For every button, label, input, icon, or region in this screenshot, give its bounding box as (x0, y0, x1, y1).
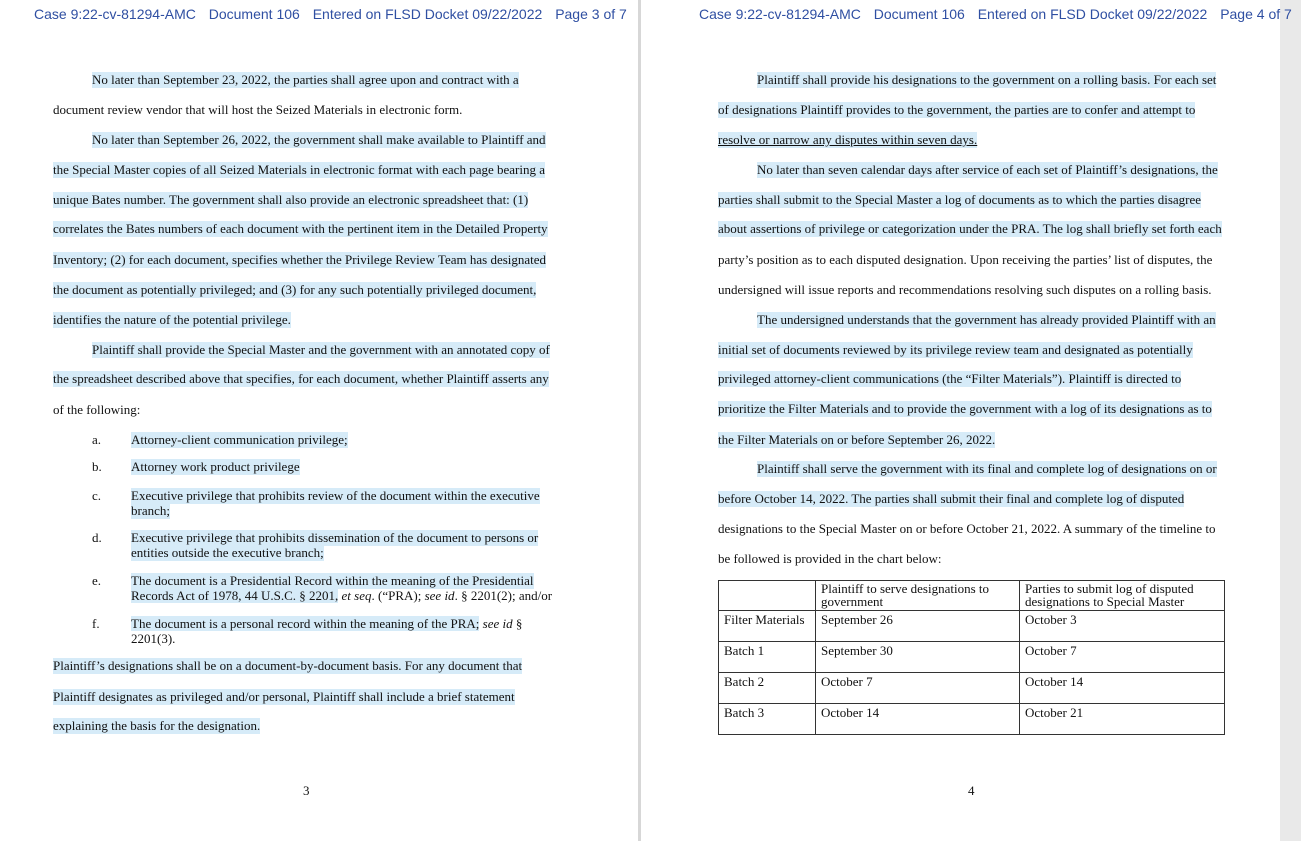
body-line: Plaintiff shall provide his designations to the government on a rolling basis. For each set (757, 72, 1217, 87)
body-line: parties shall submit to the Special Master a log of documents as to which the parties disagree (718, 192, 1202, 207)
body-line: Plaintiff designates as privileged and/or personal, Plaintiff shall include a brief statement (53, 689, 515, 704)
body-line: initial set of documents reviewed by its privilege review team and designated as potentially (718, 342, 1193, 357)
list-item (131, 616, 522, 632)
header-document-number: Document 106 (208, 6, 300, 22)
body-line: Inventory; (2) for each document, specifies whether the Privilege Review Team has designated (53, 252, 547, 267)
table-header-row (719, 581, 1225, 611)
body-line: unique Bates number. The government shall also provide an electronic spreadsheet that: (1) (53, 192, 529, 207)
list-text-italic: et seq (341, 588, 372, 603)
body-line: The undersigned understands that the government has already provided Plaintiff with an (757, 312, 1216, 327)
table-cell: October 7 (1020, 642, 1225, 673)
body-line: No later than September 23, 2022, the parties shall agree upon and contract with a (92, 72, 519, 87)
page-header (0, 6, 638, 22)
list-item: Executive privilege that prohibits dissemination of the document to persons or (131, 530, 539, 545)
document-page-3 (0, 0, 638, 841)
body-line: document review vendor that will host the Seized Materials in electronic form. (53, 102, 463, 117)
table-cell: October 21 (1020, 704, 1225, 735)
header-page-count: Page 3 of 7 (555, 6, 627, 22)
body-line: the Special Master copies of all Seized Materials in electronic format with each page bearing a (53, 162, 545, 177)
list-item-continued: 2201(3). (131, 631, 176, 646)
header-case-number: Case 9:22-cv-81294-AMC (34, 6, 196, 22)
list-item: Attorney work product privilege (131, 459, 300, 474)
header-page-count: Page 4 of 7 (1220, 6, 1292, 22)
table-cell: October 14 (1020, 673, 1225, 704)
body-line: correlates the Bates numbers of each document with the pertinent item in the Detailed Property (53, 221, 548, 236)
body-line: resolve or narrow any disputes within seven days. (718, 132, 978, 147)
list-text: . (“PRA); (371, 588, 422, 603)
list-marker: b. (92, 459, 102, 474)
list-marker: d. (92, 530, 102, 545)
body-line: explaining the basis for the designation. (53, 718, 261, 733)
header-entered-date: Entered on FLSD Docket 09/22/2022 (312, 6, 543, 22)
table-cell: October 3 (1020, 611, 1225, 642)
body-line: of the following: (53, 402, 141, 417)
table-cell: Filter Materials (719, 611, 816, 642)
body-line: party’s position as to each disputed designation. Upon receiving the parties’ list of disputes, the (718, 252, 1213, 267)
list-text: . § 2201(2); and/or (454, 588, 553, 603)
list-marker: a. (92, 432, 102, 447)
list-item-continued (131, 588, 552, 604)
timeline-table (718, 580, 1225, 735)
page-header (641, 6, 1292, 22)
table-cell: September 30 (816, 642, 1020, 673)
list-item: The document is a Presidential Record within the meaning of the Presidential (131, 573, 534, 588)
body-line: of designations Plaintiff provides to the government, the parties are to confer and attempt to (718, 102, 1196, 117)
body-line: the document as potentially privileged; and (3) for any such potentially privileged document, (53, 282, 537, 297)
table-header-cell: Parties to submit log of disputed designations to Special Master (1020, 581, 1225, 611)
list-marker: c. (92, 488, 102, 503)
list-text: Records Act of 1978, 44 U.S.C. § 2201, (131, 588, 339, 603)
header-entered-date: Entered on FLSD Docket 09/22/2022 (977, 6, 1208, 22)
list-item-continued: branch; (131, 503, 170, 518)
header-document-number: Document 106 (873, 6, 965, 22)
table-row (719, 673, 1225, 704)
document-page-4 (641, 0, 1292, 841)
body-line: privileged attorney-client communications (the “Filter Materials”). Plaintiff is directed to (718, 371, 1182, 386)
table-cell: September 26 (816, 611, 1020, 642)
list-text: The document is a personal record within the meaning of the PRA; (131, 616, 480, 631)
table-row (719, 704, 1225, 735)
body-line: Plaintiff’s designations shall be on a document-by-document basis. For any document that (53, 658, 523, 673)
list-marker: f. (92, 616, 100, 631)
body-line: identifies the nature of the potential privilege. (53, 312, 291, 327)
body-line: undersigned will issue reports and recommendations resolving such disputes on a rolling basis. (718, 282, 1212, 297)
body-line: prioritize the Filter Materials and to provide the government with a log of its designations as to (718, 401, 1212, 416)
page-number: 4 (968, 783, 975, 798)
body-line: about assertions of privilege or categorization under the PRA. The log shall briefly set forth each (718, 221, 1222, 236)
list-text: § (515, 616, 523, 631)
header-case-number: Case 9:22-cv-81294-AMC (699, 6, 861, 22)
list-text-italic: see id (482, 616, 513, 631)
table-row (719, 642, 1225, 673)
body-line: be followed is provided in the chart below: (718, 551, 942, 566)
list-item: Attorney-client communication privilege; (131, 432, 348, 447)
list-text-italic: see id (424, 588, 455, 603)
body-line: No later than seven calendar days after service of each set of Plaintiff’s designations, the (757, 162, 1218, 177)
body-line: designations to the Special Master on or before October 21, 2022. A summary of the timeline to (718, 521, 1216, 536)
table-cell: Batch 3 (719, 704, 816, 735)
list-item-continued: entities outside the executive branch; (131, 545, 324, 560)
body-line: the spreadsheet described above that specifies, for each document, whether Plaintiff asserts any (53, 371, 549, 386)
body-line: No later than September 26, 2022, the government shall make available to Plaintiff and (92, 132, 546, 147)
page-number: 3 (303, 783, 310, 798)
table-cell: October 14 (816, 704, 1020, 735)
body-line: before October 14, 2022. The parties shall submit their final and complete log of disputed (718, 491, 1185, 506)
table-header-cell: Plaintiff to serve designations to government (816, 581, 1020, 611)
table-row (719, 611, 1225, 642)
table-cell: October 7 (816, 673, 1020, 704)
body-line: the Filter Materials on or before September 26, 2022. (718, 432, 996, 447)
list-marker: e. (92, 573, 102, 588)
table-header-cell (719, 581, 816, 611)
list-item: Executive privilege that prohibits review of the document within the executive (131, 488, 540, 503)
table-cell: Batch 1 (719, 642, 816, 673)
body-line: Plaintiff shall serve the government with its final and complete log of designations on or (757, 461, 1217, 476)
table-cell: Batch 2 (719, 673, 816, 704)
body-line: Plaintiff shall provide the Special Master and the government with an annotated copy of (92, 342, 550, 357)
